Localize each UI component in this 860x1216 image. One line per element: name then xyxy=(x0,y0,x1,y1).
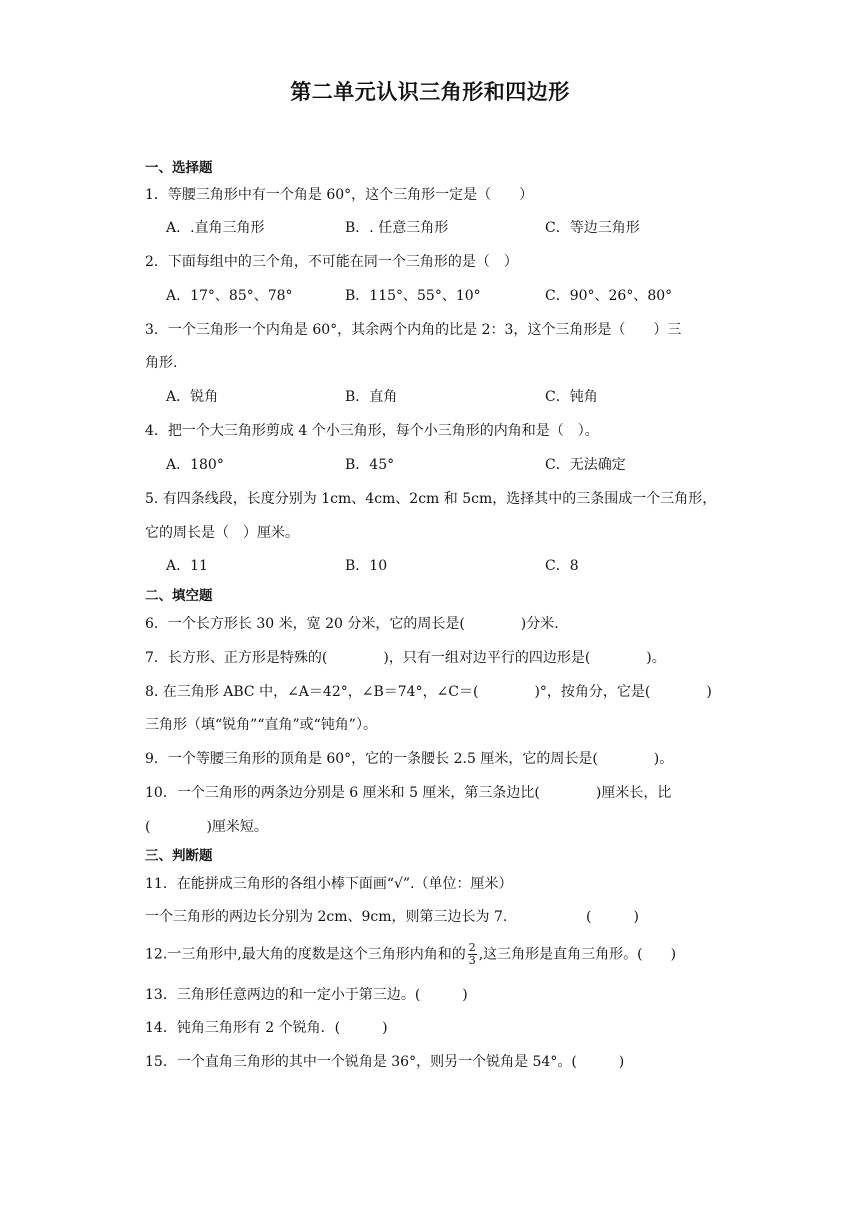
q3-option-a: A．锐角 xyxy=(166,389,219,405)
question-12-text-before: 12.一三角形中,最大角的度数是这个三角形内角和的 xyxy=(145,946,466,963)
question-3-line-1: 3．一个三角形一个内角是 60°，其余两个内角的比是 2：3，这个三角形是（ ）三 xyxy=(145,322,682,338)
q3-option-b: B．直角 xyxy=(345,389,398,405)
question-11-line-1: 11．在能拼成三角形的各组小棒下面画“√”.（单位：厘米） xyxy=(145,876,513,892)
q1-option-a: A．.直角三角形 xyxy=(166,220,265,236)
q1-option-b: B．. 任意三角形 xyxy=(345,220,449,236)
q2-option-b: B．115°、55°、10° xyxy=(345,288,481,304)
question-1: 1．等腰三角形中有一个角是 60°，这个三角形一定是（ ） xyxy=(145,187,534,203)
fraction-numerator: 2 xyxy=(468,941,476,954)
section-heading-judge: 三、判断题 xyxy=(145,848,213,864)
question-10-line-1: 10．一个三角形的两条边分别是 6 厘米和 5 厘米，第三条边比( )厘米长，比 xyxy=(145,785,672,801)
fraction-two-thirds xyxy=(468,942,477,967)
q5-option-a: A．11 xyxy=(166,558,208,574)
question-11-answer-paren: ( ) xyxy=(586,909,639,925)
q2-option-a: A．17°、85°、78° xyxy=(166,288,293,304)
question-12-text-after: ,这三角形是直角三角形。( ) xyxy=(478,946,677,963)
q3-option-c: C．钝角 xyxy=(545,389,598,405)
question-14: 14．钝角三角形有 2 个锐角．( ) xyxy=(145,1020,388,1036)
q2-option-c: C．90°、26°、80° xyxy=(545,288,673,304)
question-2: 2．下面每组中的三个角，不可能在同一个三角形的是（ ） xyxy=(145,254,518,270)
question-15: 15．一个直角三角形的其中一个锐角是 36°，则另一个锐角是 54°。( ) xyxy=(145,1054,625,1070)
question-8-line-2: 三角形（填“锐角”“直角”或“钝角”）。 xyxy=(145,717,377,733)
question-3-line-2: 角形. xyxy=(145,355,178,371)
question-11-line-2: 一个三角形的两边长分别为 2cm、9cm，则第三边长为 7. xyxy=(145,909,508,925)
question-7: 7．长方形、正方形是特殊的( )，只有一组对边平行的四边形是( )。 xyxy=(145,650,666,666)
question-5-line-2: 它的周长是（ ）厘米。 xyxy=(145,525,299,541)
q5-option-b: B．10 xyxy=(345,558,388,574)
question-8-line-1: 8. 在三角形 ABC 中，∠A＝42°，∠B＝74°，∠C＝( )°，按角分，它是( ) xyxy=(145,684,712,700)
question-13: 13．三角形任意两边的和一定小于第三边。( ) xyxy=(145,987,468,1003)
section-heading-choice: 一、选择题 xyxy=(145,160,213,176)
q4-option-b: B．45° xyxy=(345,457,395,473)
page-title: 第二单元认识三角形和四边形 xyxy=(290,80,570,104)
question-9: 9．一个等腰三角形的顶角是 60°，它的一条腰长 2.5 厘米，它的周长是( )。 xyxy=(145,751,674,767)
question-10-line-2: ( )厘米短。 xyxy=(145,819,268,835)
question-5-line-1: 5. 有四条线段，长度分别为 1cm、4cm、2cm 和 5cm，选择其中的三条围成一个三角形， xyxy=(145,491,717,507)
question-12 xyxy=(145,942,676,967)
q5-option-c: C．8 xyxy=(545,558,579,574)
q4-option-c: C．无法确定 xyxy=(545,457,626,473)
q4-option-a: A．180° xyxy=(166,457,224,473)
question-6: 6．一个长方形长 30 米，宽 20 分米，它的周长是( )分米. xyxy=(145,616,559,632)
question-4: 4．把一个大三角形剪成 4 个小三角形，每个小三角形的内角和是（ ）。 xyxy=(145,423,599,439)
section-heading-fill: 二、填空题 xyxy=(145,588,213,604)
fraction-denominator: 3 xyxy=(468,954,476,967)
q1-option-c: C．等边三角形 xyxy=(545,220,640,236)
